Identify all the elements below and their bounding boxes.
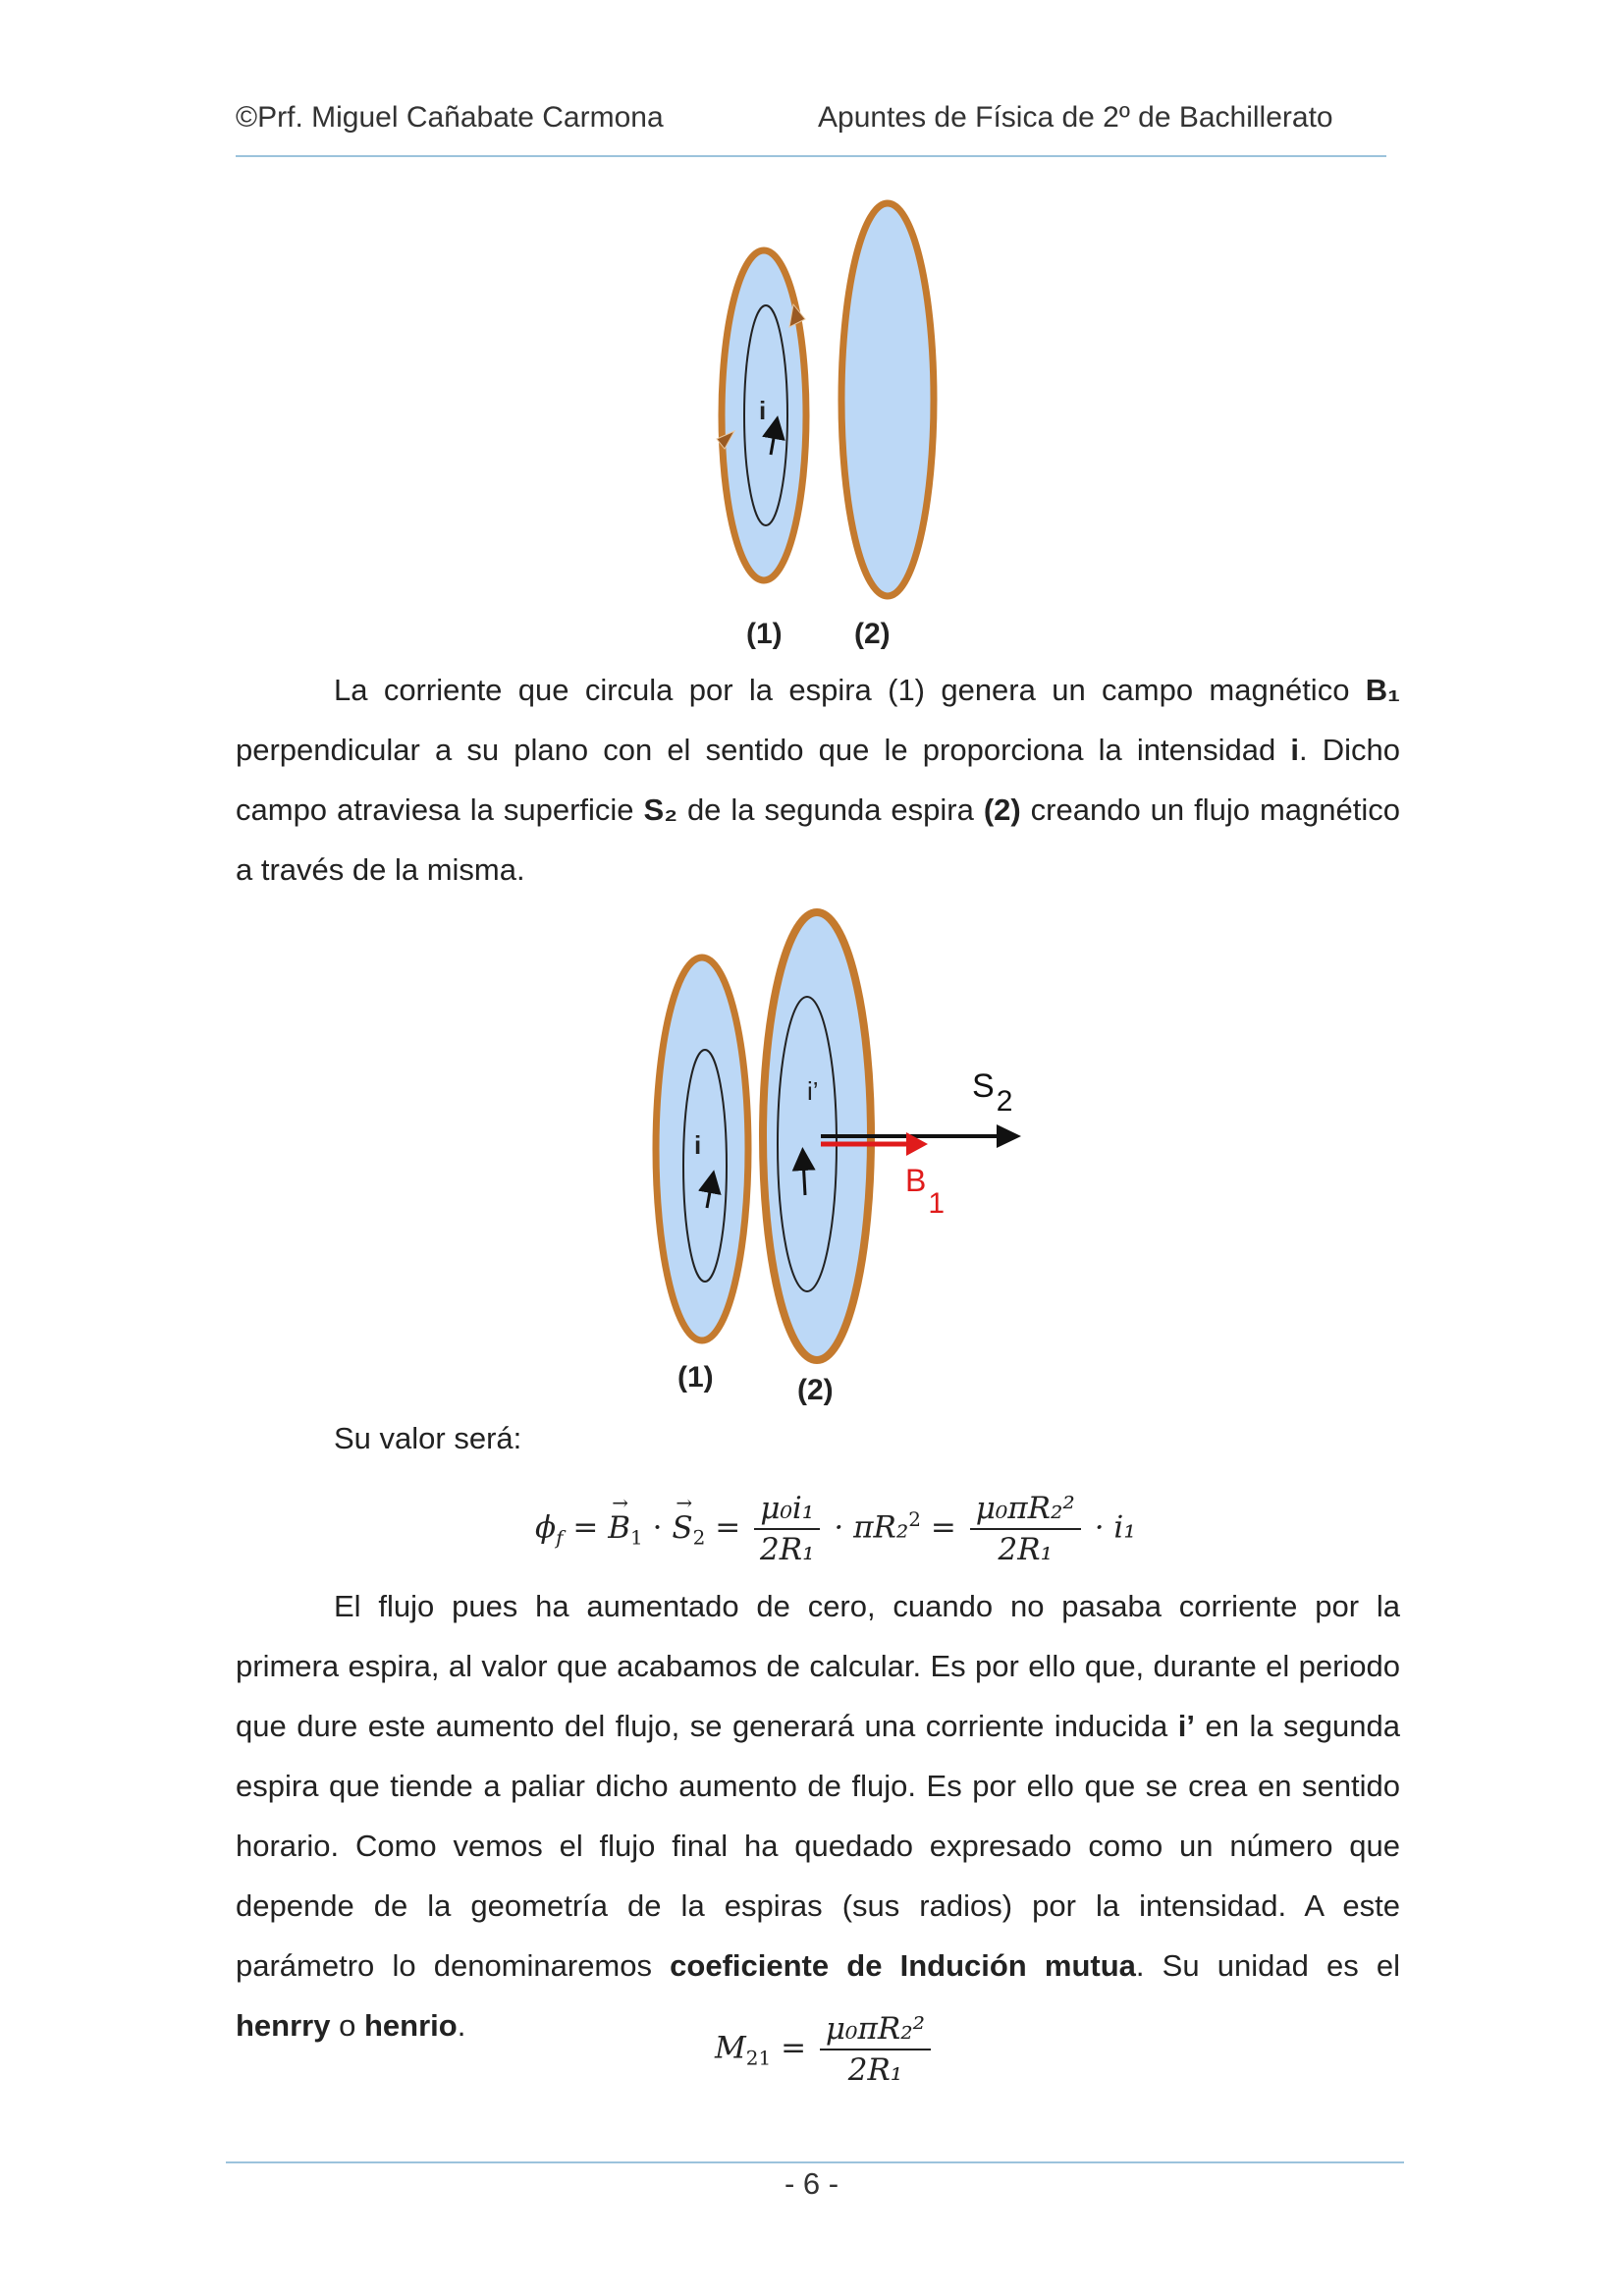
current-label: i — [759, 396, 767, 425]
fraction-1: $\frac{\text{μ₀i₁}}{\text{2R₁}}$ — [754, 1491, 821, 1567]
fraction-2: $\frac{\text{μ₀πR₂²}}{\text{2R₁}}$ — [970, 1491, 1081, 1567]
induced-current-label: i’ — [807, 1076, 819, 1106]
loop-2 — [841, 203, 934, 596]
figure-two-loops — [687, 191, 982, 663]
header-divider — [236, 155, 1386, 157]
surface-vector-head — [997, 1124, 1021, 1148]
fraction-m21: $\frac{\text{μ₀πR₂²}}{\text{2R₁}}$ — [820, 2011, 931, 2088]
equation-flux: $\phi_f$ = → $B_1$ · → $S_2$ = $\frac{\text{μ₀i₁}}{\text{2R₁}}$ · πR₂$^2$ = $\frac{\text{μ₀πR₂²}}{\text{2R₁}}$ · i₁ — [535, 1491, 1136, 1567]
current-label: i — [694, 1130, 702, 1160]
b1-label: B1 — [905, 1163, 946, 1220]
paragraph-3: El flujo pues ha aumentado de cero, cuando no pasaba corriente por la primera espira, al valor que acabamos de calcular. Es por ello que, durante el periodo que dure este aumento del flujo, se generará una corriente inducida i’ en la segunda espira que tiende a paliar dicho aumento de flujo. Es por ello que se crea en sentido horario. Como vemos el flujo final ha quedado expresado como un número que depende de la geometría de la espiras (sus radios) por la intensidad. A este parámetro lo denominaremos coeficiente de Indución mutua. Su unidad es el henrry o henrio. — [236, 1589, 1400, 2043]
equation-mutual-inductance: $M_{21}$ = $\frac{\text{μ₀πR₂²}}{\text{2R₁}}$ — [715, 2011, 935, 2088]
s2-label: S2 — [972, 1067, 1013, 1118]
vector-b1: → B — [608, 1510, 630, 1546]
loop-1-label: (1) — [746, 618, 783, 650]
loop-1-label: (1) — [677, 1361, 714, 1394]
paragraph-2: Su valor será: — [334, 1421, 522, 1455]
footer-divider — [226, 2161, 1404, 2163]
header-course: Apuntes de Física de 2º de Bachillerato — [818, 101, 1333, 134]
induced-current-arrow — [803, 1159, 805, 1195]
vector-s2: → S — [672, 1510, 692, 1546]
page-number: - 6 - — [784, 2166, 839, 2201]
loop-2-label: (2) — [854, 618, 891, 650]
loop-2-label: (2) — [797, 1374, 834, 1406]
paragraph-1: La corriente que circula por la espira (1) genera un campo magnético B₁ perpendicular a su plano con el sentido que le proporciona la intensidad i. Dicho campo atraviesa la superficie S₂ de la segunda espira (2) creando un flujo magnético a través de la misma. — [236, 673, 1401, 887]
header-author: ©Prf. Miguel Cañabate Carmona — [236, 101, 664, 134]
loop-1 — [656, 957, 748, 1340]
figure-loops-with-field — [628, 908, 1041, 1419]
